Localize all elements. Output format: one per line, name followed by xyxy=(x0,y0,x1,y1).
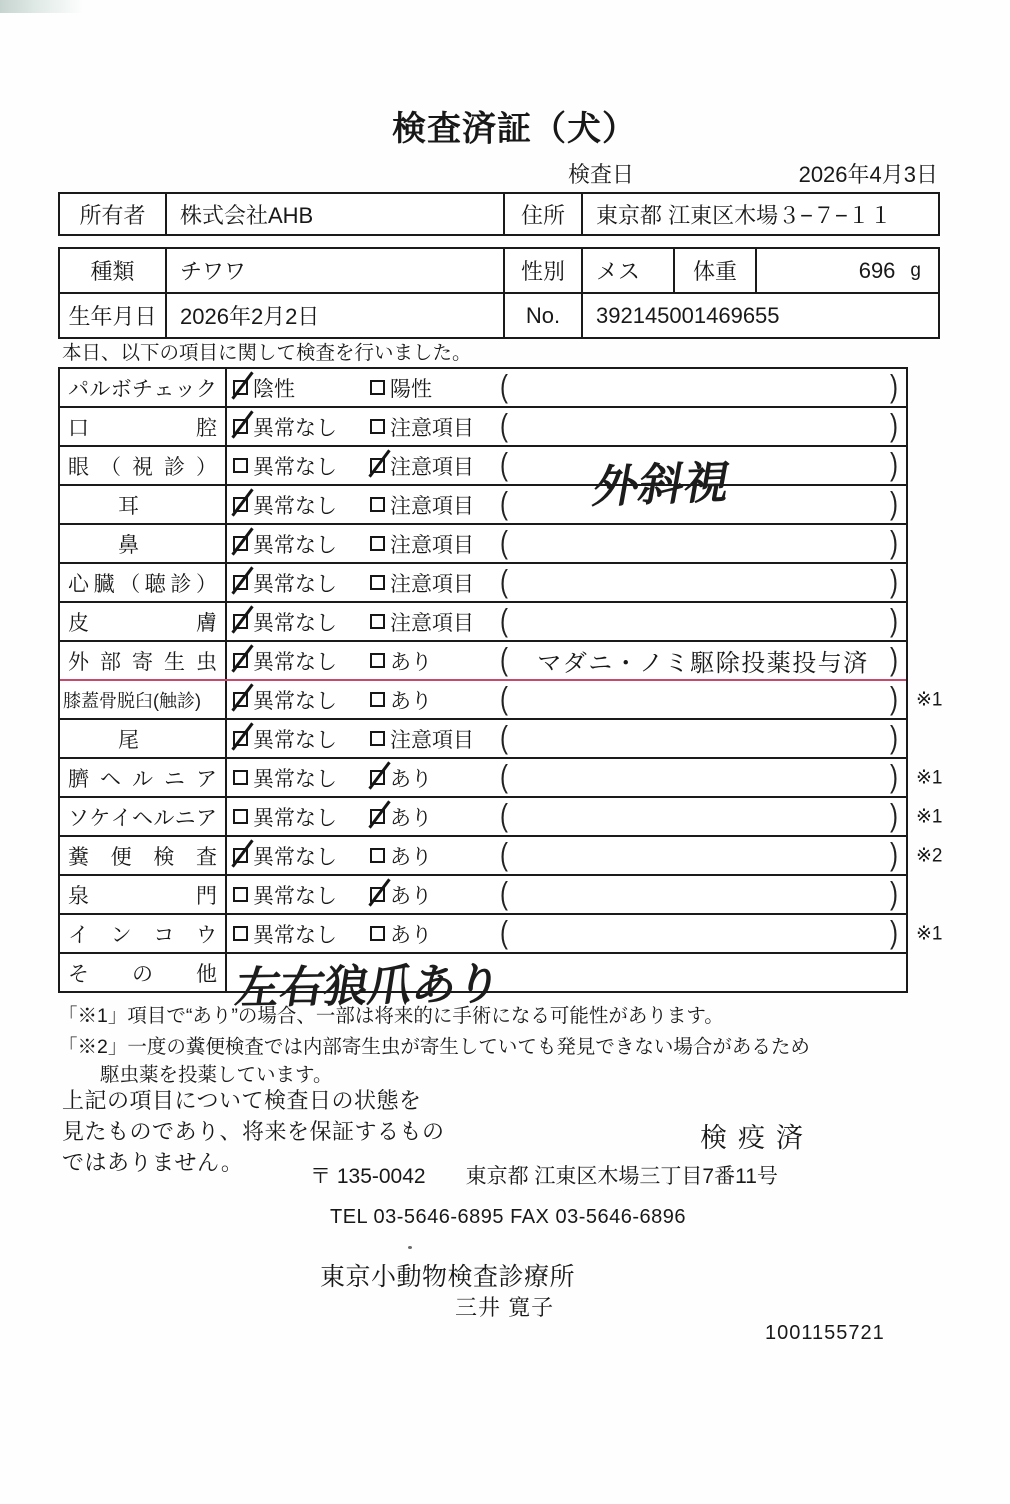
label-char: そ xyxy=(68,962,89,986)
row-label xyxy=(60,798,227,835)
row-label: 耳 xyxy=(60,486,227,523)
row-value xyxy=(227,642,906,679)
label-char: 眼 xyxy=(68,455,89,479)
option-group xyxy=(233,529,370,559)
label-char: ケ xyxy=(89,806,111,830)
checkbox-checked xyxy=(233,380,248,395)
paren-close: ) xyxy=(890,876,898,912)
option-group xyxy=(233,373,370,403)
row-value xyxy=(227,954,906,1014)
option-group xyxy=(233,841,370,871)
paren-close: ) xyxy=(890,525,898,561)
disclaimer-line-2: 見たものであり、将来を保証するもの xyxy=(62,1119,445,1144)
label-char: 皮 xyxy=(68,611,89,635)
inspection-row xyxy=(60,798,943,837)
option-group xyxy=(370,412,500,442)
paren-open: ( xyxy=(500,837,508,873)
paren-close: ) xyxy=(890,798,898,834)
option-label: あり xyxy=(390,884,432,908)
veterinarian-name: 三井 寛子 xyxy=(455,1295,555,1320)
inspection-row xyxy=(60,681,943,720)
checkbox-unchecked xyxy=(370,497,385,512)
printed-remark: マダニ・ノミ駆除投薬投与済 xyxy=(537,650,869,677)
disclaimer-line-1: 上記の項目について検査日の状態を xyxy=(62,1088,422,1113)
option-label: あり xyxy=(390,650,432,674)
option-group xyxy=(370,763,500,793)
label-char: 臓 xyxy=(93,572,115,596)
option-group xyxy=(233,490,370,520)
paren-open: ( xyxy=(500,447,508,483)
option-group xyxy=(233,724,370,754)
checkbox-checked xyxy=(370,770,385,785)
label-char: ェ xyxy=(153,377,175,401)
document-title: 検査済証（犬） xyxy=(392,110,637,148)
row-label xyxy=(60,876,227,913)
paren-open: ( xyxy=(500,720,508,756)
owner-row xyxy=(60,194,938,234)
row-label xyxy=(60,915,227,952)
option-group xyxy=(370,490,500,520)
paren-close: ) xyxy=(890,603,898,639)
option-group xyxy=(370,841,500,871)
label-char: 診 xyxy=(170,572,192,596)
disclaimer-line-3: ではありません。 xyxy=(62,1150,244,1175)
label-char: 便 xyxy=(110,845,132,869)
inspection-row xyxy=(60,564,906,603)
paren-close: ) xyxy=(890,408,898,444)
option-group xyxy=(370,724,500,754)
option-label: 注意項目 xyxy=(390,533,474,557)
weight-cell xyxy=(755,249,938,292)
option-group xyxy=(370,646,500,676)
option-group xyxy=(233,568,370,598)
label-char: （ xyxy=(119,572,141,596)
label-char: 視 xyxy=(132,455,153,479)
remarks-area xyxy=(500,603,906,639)
remarks-area xyxy=(500,447,906,512)
reference-mark: ※1 xyxy=(916,923,943,944)
option-group xyxy=(370,685,500,715)
paren-close: ) xyxy=(890,486,898,522)
row-value xyxy=(227,447,906,512)
row-value xyxy=(227,603,906,640)
checkbox-checked xyxy=(233,614,248,629)
inspection-row xyxy=(60,642,906,681)
checkbox-checked xyxy=(233,419,248,434)
label-char: ウ xyxy=(195,923,217,947)
checkbox-checked xyxy=(233,731,248,746)
paren-close: ) xyxy=(890,369,898,405)
label-char: 口 xyxy=(68,416,89,440)
row-value xyxy=(227,720,906,757)
option-group xyxy=(370,373,500,403)
row-label xyxy=(60,369,227,406)
label-char: 査 xyxy=(195,845,217,869)
sex-label: 性別 xyxy=(503,249,581,292)
option-group xyxy=(370,607,500,637)
number-value: 392145001469655 xyxy=(581,294,938,337)
label-char: ヘ xyxy=(131,806,153,830)
label-char: ） xyxy=(196,455,217,479)
row-label xyxy=(60,603,227,640)
exam-date-label: 検査日 xyxy=(568,162,635,187)
label-char: （ xyxy=(100,455,121,479)
scan-dot xyxy=(408,1246,412,1249)
label-char: ル xyxy=(153,806,175,830)
row-value xyxy=(227,486,906,523)
option-group xyxy=(370,568,500,598)
paren-close: ) xyxy=(890,915,898,951)
checkbox-unchecked xyxy=(370,419,385,434)
inspection-row xyxy=(60,408,906,447)
row-value xyxy=(227,525,906,562)
inspection-row xyxy=(60,369,906,408)
inspection-row xyxy=(60,837,943,876)
paren-open: ( xyxy=(500,486,508,522)
label-char: 臍 xyxy=(68,767,89,791)
option-label: 陽性 xyxy=(390,377,432,401)
label-char: 外 xyxy=(68,650,89,674)
remarks-area xyxy=(500,837,906,873)
clinic-address: 東京都 江東区木場三丁目7番11号 xyxy=(465,1165,778,1188)
label-char: ニ xyxy=(164,767,185,791)
label-char: 腔 xyxy=(196,416,217,440)
paren-open: ( xyxy=(500,408,508,444)
paren-close: ) xyxy=(890,720,898,756)
option-label: 異常なし xyxy=(253,884,337,908)
option-label: 異常なし xyxy=(253,611,337,635)
label-char: ア xyxy=(196,767,217,791)
pet-table xyxy=(58,247,940,339)
remarks-area xyxy=(500,798,906,834)
label-char: ニ xyxy=(174,806,196,830)
paren-open: ( xyxy=(500,525,508,561)
row-value xyxy=(227,408,906,445)
paren-open: ( xyxy=(500,642,508,678)
checkbox-unchecked xyxy=(370,380,385,395)
option-label: 注意項目 xyxy=(390,611,474,635)
weight-value: 696 xyxy=(858,257,896,283)
note-2-continued: 駆虫薬を投薬しています。 xyxy=(100,1064,333,1086)
option-label: 注意項目 xyxy=(390,455,474,479)
label-char: イ xyxy=(110,806,132,830)
option-group xyxy=(233,685,370,715)
intro-text: 本日、以下の項目に関して検査を行いました。 xyxy=(62,342,472,364)
option-group xyxy=(233,607,370,637)
option-label: 異常なし xyxy=(253,806,337,830)
owner-table xyxy=(58,192,940,236)
option-group xyxy=(370,919,500,949)
postal-code: 〒 135-0042 xyxy=(310,1165,426,1188)
label-char: 糞 xyxy=(68,845,89,869)
remarks-area xyxy=(500,759,906,795)
note-1: 「※1」項目で“あり”の場合、一部は将来的に手術になる可能性があります。 xyxy=(58,1005,724,1027)
checkbox-checked xyxy=(233,692,248,707)
paren-open: ( xyxy=(500,876,508,912)
checkbox-unchecked xyxy=(370,731,385,746)
weight-unit: g xyxy=(910,259,921,281)
row-value xyxy=(227,837,906,874)
quarantine-stamp: 検疫済 xyxy=(700,1123,814,1153)
option-label: あり xyxy=(390,845,432,869)
owner-value: 株式会社AHB xyxy=(165,194,503,234)
checkbox-unchecked xyxy=(233,770,248,785)
row-label xyxy=(60,954,227,991)
sex-value: メス xyxy=(581,249,673,292)
row-value xyxy=(227,759,906,796)
label-char: 他 xyxy=(196,962,217,986)
label-char: 門 xyxy=(196,884,217,908)
option-label: 異常なし xyxy=(253,689,337,713)
checkbox-checked xyxy=(233,848,248,863)
inspection-row xyxy=(60,447,906,512)
row-value xyxy=(227,915,906,952)
label-char: コ xyxy=(153,923,175,947)
paren-open: ( xyxy=(500,564,508,600)
remarks-area xyxy=(500,369,906,405)
row-value xyxy=(227,798,906,835)
checkbox-unchecked xyxy=(233,887,248,902)
checkbox-checked xyxy=(233,653,248,668)
label-char: パ xyxy=(68,377,89,401)
option-label: 異常なし xyxy=(253,923,337,947)
label-char: 生 xyxy=(164,650,185,674)
handwritten-other-note: 左右狼爪あり xyxy=(232,959,505,1014)
checkbox-unchecked xyxy=(370,575,385,590)
checkbox-unchecked xyxy=(370,692,385,707)
note-2: 「※2」一度の糞便検査では内部寄生虫が寄生していても発見できない場合があるため xyxy=(58,1036,810,1058)
checkbox-unchecked xyxy=(370,536,385,551)
checkbox-unchecked xyxy=(370,614,385,629)
number-label: No. xyxy=(503,294,581,337)
label-char: ボ xyxy=(110,377,132,401)
serial-number: 1001155721 xyxy=(765,1322,885,1344)
label-char: 検 xyxy=(153,845,175,869)
checkbox-checked xyxy=(370,458,385,473)
row-label: 膝蓋骨脱臼(触診) xyxy=(60,681,227,718)
label-char: 聴 xyxy=(144,572,166,596)
option-label: あり xyxy=(390,806,432,830)
row-label xyxy=(60,759,227,796)
label-char: 部 xyxy=(100,650,121,674)
remarks-area xyxy=(500,525,906,561)
row-value xyxy=(227,369,906,406)
inspection-row xyxy=(60,720,906,759)
paren-open: ( xyxy=(500,915,508,951)
label-char: ） xyxy=(195,572,217,596)
remarks-area xyxy=(500,408,906,444)
option-group xyxy=(233,763,370,793)
checkbox-checked xyxy=(233,497,248,512)
row-label xyxy=(60,564,227,601)
breed-label: 種類 xyxy=(90,259,135,284)
checkbox-unchecked xyxy=(233,926,248,941)
option-label: 異常なし xyxy=(253,416,337,440)
remarks-area xyxy=(500,642,906,678)
paren-close: ) xyxy=(890,837,898,873)
row-label xyxy=(60,642,227,679)
clinic-name: 東京小動物検査診療所 xyxy=(320,1263,576,1291)
checkbox-checked xyxy=(370,887,385,902)
address-label: 住所 xyxy=(503,194,581,234)
reference-mark: ※1 xyxy=(916,689,943,710)
label-char: ン xyxy=(110,923,132,947)
remarks-area xyxy=(500,681,906,717)
label-char: 診 xyxy=(164,455,185,479)
option-label: 異常なし xyxy=(253,767,337,791)
option-group xyxy=(233,919,370,949)
checkbox-checked xyxy=(233,536,248,551)
label-char: チ xyxy=(131,377,153,401)
row-value xyxy=(227,876,906,913)
option-group xyxy=(233,451,370,481)
option-group xyxy=(233,802,370,832)
option-group xyxy=(370,451,500,481)
option-label: 注意項目 xyxy=(390,728,474,752)
inspection-table xyxy=(58,367,943,1014)
option-label: 注意項目 xyxy=(390,494,474,518)
option-group xyxy=(233,880,370,910)
reference-mark: ※2 xyxy=(916,845,943,866)
row-label xyxy=(60,447,227,484)
label-char: 寄 xyxy=(132,650,153,674)
row-label: 鼻 xyxy=(60,525,227,562)
paren-open: ( xyxy=(500,681,508,717)
checkbox-unchecked xyxy=(233,809,248,824)
label-char: ッ xyxy=(174,377,196,401)
paren-open: ( xyxy=(500,759,508,795)
label-char: ク xyxy=(195,377,217,401)
option-group xyxy=(370,880,500,910)
option-label: 異常なし xyxy=(253,728,337,752)
option-label: あり xyxy=(390,923,432,947)
remarks-area xyxy=(500,564,906,600)
checkbox-unchecked xyxy=(370,653,385,668)
option-label: あり xyxy=(390,689,432,713)
label-char: イ xyxy=(68,923,89,947)
paren-close: ) xyxy=(890,642,898,678)
label-char: ヘ xyxy=(100,767,121,791)
reference-mark: ※1 xyxy=(916,806,943,827)
pet-row-1 xyxy=(60,249,938,292)
label-char: ソ xyxy=(68,806,89,830)
birthdate-value: 2026年2月2日 xyxy=(165,294,503,337)
label-char: 泉 xyxy=(68,884,89,908)
handwritten-remark: 外斜視 xyxy=(589,456,735,512)
paren-close: ) xyxy=(890,759,898,795)
paren-open: ( xyxy=(500,369,508,405)
option-label: 異常なし xyxy=(253,533,337,557)
clinic-address-line xyxy=(310,1160,778,1190)
label-char: 心 xyxy=(68,572,89,596)
inspection-row xyxy=(60,525,906,564)
option-label: 陰性 xyxy=(253,377,295,401)
option-group xyxy=(233,412,370,442)
pet-row-2 xyxy=(60,292,938,337)
option-group xyxy=(370,529,500,559)
remarks-area xyxy=(500,720,906,756)
inspection-row xyxy=(60,954,906,1014)
option-label: あり xyxy=(390,767,432,791)
inspection-row xyxy=(60,759,943,798)
row-label xyxy=(60,837,227,874)
label-char: ア xyxy=(195,806,217,830)
row-label xyxy=(60,408,227,445)
paren-open: ( xyxy=(500,798,508,834)
paren-close: ) xyxy=(890,447,898,483)
checkbox-checked xyxy=(233,575,248,590)
label-char: 虫 xyxy=(196,650,217,674)
option-label: 異常なし xyxy=(253,494,337,518)
option-label: 異常なし xyxy=(253,845,337,869)
inspection-row xyxy=(60,876,906,915)
label-char: ル xyxy=(132,767,153,791)
row-label: 尾 xyxy=(60,720,227,757)
checkbox-unchecked xyxy=(370,926,385,941)
option-label: 異常なし xyxy=(253,572,337,596)
weight-label: 体重 xyxy=(673,249,755,292)
exam-date-value: 2026年4月3日 xyxy=(798,162,938,187)
option-group xyxy=(233,646,370,676)
label-char: ル xyxy=(89,377,111,401)
paren-open: ( xyxy=(500,603,508,639)
inspection-row xyxy=(60,486,906,525)
checkbox-checked xyxy=(370,809,385,824)
tel-fax-line: TEL 03-5646-6895 FAX 03-5646-6896 xyxy=(330,1206,687,1228)
checkbox-unchecked xyxy=(370,848,385,863)
inspection-row xyxy=(60,603,906,642)
row-value xyxy=(227,681,906,718)
scan-smudge xyxy=(0,0,92,13)
option-label: 異常なし xyxy=(253,455,337,479)
birthdate-label: 生年月日 xyxy=(68,304,157,329)
option-label: 注意項目 xyxy=(390,572,474,596)
checkbox-unchecked xyxy=(233,458,248,473)
paren-close: ) xyxy=(890,564,898,600)
address-value: 東京都 江東区木場３−７−１１ xyxy=(581,194,938,234)
remarks-area xyxy=(500,876,906,912)
option-group xyxy=(370,802,500,832)
label-char: 膚 xyxy=(196,611,217,635)
owner-label: 所有者 xyxy=(79,202,146,228)
paren-close: ) xyxy=(890,681,898,717)
option-label: 異常なし xyxy=(253,650,337,674)
row-value xyxy=(227,564,906,601)
breed-value: チワワ xyxy=(165,249,503,292)
label-char: の xyxy=(132,962,153,986)
remarks-area xyxy=(500,915,906,951)
reference-mark: ※1 xyxy=(916,767,943,788)
option-label: 注意項目 xyxy=(390,416,474,440)
